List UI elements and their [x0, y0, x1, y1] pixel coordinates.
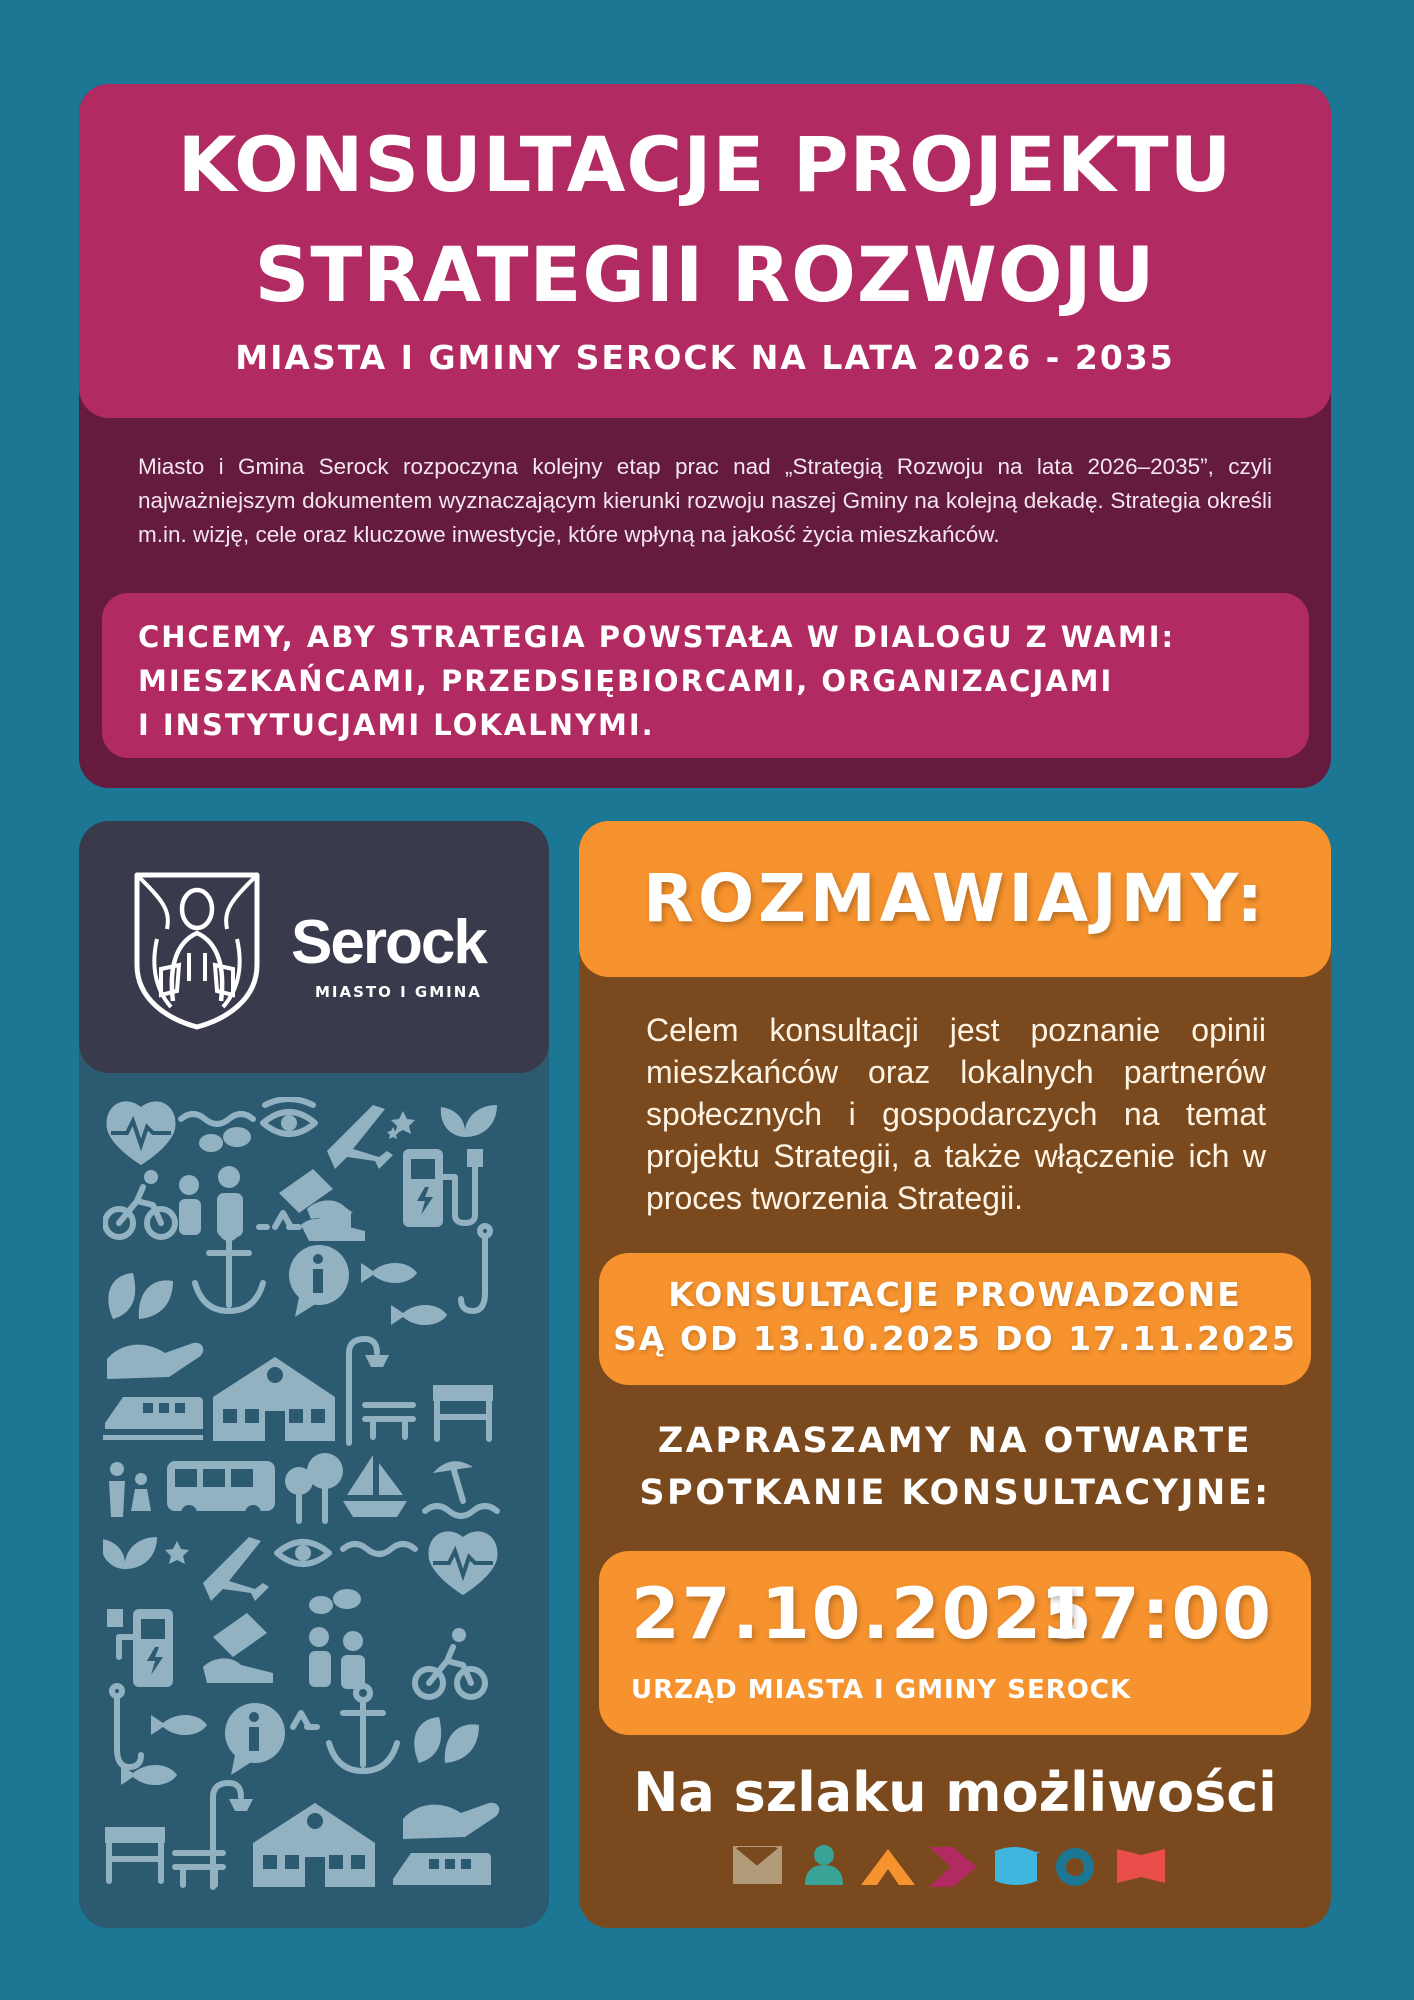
intro-paragraph: Miasto i Gmina Serock rozpoczyna kolejny etap prac nad „Strategią Rozwoju na lata 2026–2035”, czyli najważniejszym dokumentem wyznaczającym kierunki rozwoju naszej Gminy na kolejną dekadę. Strategia określi m.in. wizję, cele oraz kluczowe inwestycje, które wpłyną na jakość życia mieszkańców.: [138, 454, 1272, 547]
blue-flag-shape: [995, 1847, 1040, 1885]
airplane-icon: [327, 1105, 393, 1169]
town-hall-icon: [253, 1803, 375, 1887]
recycle-icon: [259, 1213, 299, 1227]
brand-shapes-row: [733, 1843, 1173, 1887]
hand-leaf-icon: [107, 1343, 203, 1379]
eye-icon: [263, 1099, 315, 1134]
page-title-line-1: KONSULTACJE PROJEKTU: [177, 120, 1233, 209]
fish-icon: [121, 1715, 207, 1785]
meeting-date: 27.10.2025: [631, 1573, 1094, 1655]
train-icon: [103, 1397, 203, 1440]
eye-icon: [277, 1542, 329, 1564]
heart-pulse-icon: [428, 1531, 497, 1595]
logo-block: [79, 821, 549, 1073]
pictogram-collage-svg: [103, 1097, 525, 1907]
red-book-shape: [1117, 1849, 1165, 1883]
dialog-line-2: MIESZKAŃCAMI, PRZEDSIĘBIORCAMI, ORGANIZACJAMI: [138, 664, 1114, 698]
page-subtitle: MIASTA I GMINY SEROCK NA LATA 2026 - 2035: [235, 338, 1175, 377]
leaves-icon: [414, 1717, 479, 1763]
fish-icon: [361, 1263, 447, 1325]
pictogram-collage: [103, 1097, 525, 1907]
anchor-icon: [195, 1224, 263, 1311]
meeting-place: URZĄD MIASTA I GMINY SEROCK: [631, 1675, 1132, 1705]
meeting-invitation: [579, 1415, 1331, 1519]
stars-icon: [165, 1541, 189, 1564]
magenta-arrow-shape: [929, 1847, 977, 1887]
dialog-callout: [102, 593, 1309, 758]
beach-umbrella-icon: [425, 1461, 497, 1516]
sailboat-icon: [343, 1455, 407, 1517]
train-icon: [393, 1853, 491, 1885]
coins-hand-icon: [203, 1613, 273, 1683]
street-lamp-icon: [349, 1339, 389, 1443]
page-title-line-2: STRATEGII ROZWOJU: [254, 230, 1156, 319]
meeting-details-box: [599, 1551, 1311, 1735]
airplane-icon: [203, 1537, 269, 1601]
leaf-sprout-icon: [103, 1537, 157, 1591]
info-bubble-icon: [225, 1703, 285, 1775]
trees-icon: [285, 1453, 343, 1521]
leaves-icon: [108, 1273, 173, 1319]
fishing-hook-icon: [112, 1686, 141, 1767]
title-banner: [79, 84, 1331, 418]
info-bubble-icon: [289, 1245, 349, 1317]
period-line-1: KONSULTACJE PROWADZONE: [668, 1275, 1242, 1314]
talk-title: ROZMAWIAJMY:: [643, 860, 1267, 937]
left-column: [79, 821, 549, 1928]
people-talking-icon: [179, 1127, 251, 1237]
wave-icon: [181, 1114, 253, 1124]
orange-chevron-shape: [861, 1849, 915, 1885]
teal-person-shape: [805, 1845, 843, 1885]
cyclist-icon: [415, 1628, 485, 1697]
stars-icon: [387, 1111, 415, 1139]
teal-ring-shape: [1061, 1853, 1089, 1881]
ev-charger-icon: [107, 1609, 173, 1687]
bus-icon: [167, 1461, 275, 1521]
wave-icon: [343, 1544, 415, 1554]
logo-wordmark: Serock: [291, 908, 486, 977]
people-talking-icon: [309, 1589, 365, 1689]
market-stall-icon: [433, 1385, 493, 1439]
family-icon: [109, 1462, 151, 1517]
town-hall-icon: [213, 1357, 335, 1441]
fishing-hook-icon: [461, 1226, 490, 1311]
consultation-period-box: [599, 1253, 1311, 1385]
invite-line-1: ZAPRASZAMY NA OTWARTE: [657, 1421, 1253, 1461]
purpose-paragraph: Celem konsultacji jest poznanie opinii mieszkańców oraz lokalnych partnerów społecznych i gospodarczych na temat projektu Strategii, a także włączenie ich w proces tworzenia Strategii.: [646, 1012, 1266, 1216]
recycle-icon: [293, 1713, 317, 1727]
heart-pulse-icon: [106, 1101, 175, 1165]
serock-crest-icon: [131, 869, 263, 1031]
talk-banner: [579, 821, 1331, 977]
street-lamp-icon: [213, 1783, 253, 1887]
dialog-line-3: I INSTYTUCJAMI LOKALNYMI.: [138, 708, 655, 742]
bench-icon: [365, 1405, 413, 1437]
ev-charger-icon: [403, 1149, 483, 1227]
cyclist-icon: [105, 1170, 175, 1237]
dialog-line-1: CHCEMY, ABY STRATEGIA POWSTAŁA W DIALOGU Z WAMI:: [138, 620, 1176, 654]
market-stall-icon: [105, 1827, 165, 1881]
hand-leaf-icon: [403, 1803, 499, 1839]
meeting-time: 17:00: [1040, 1573, 1273, 1655]
info-column: [579, 821, 1331, 1928]
period-line-2: SĄ OD 13.10.2025 DO 17.11.2025: [613, 1319, 1297, 1358]
invite-line-2: SPOTKANIE KONSULTACYJNE:: [639, 1473, 1271, 1513]
slogan: Na szlaku możliwości: [633, 1761, 1277, 1824]
anchor-icon: [329, 1686, 397, 1771]
logo-subtitle: MIASTO I GMINA: [315, 983, 482, 1001]
